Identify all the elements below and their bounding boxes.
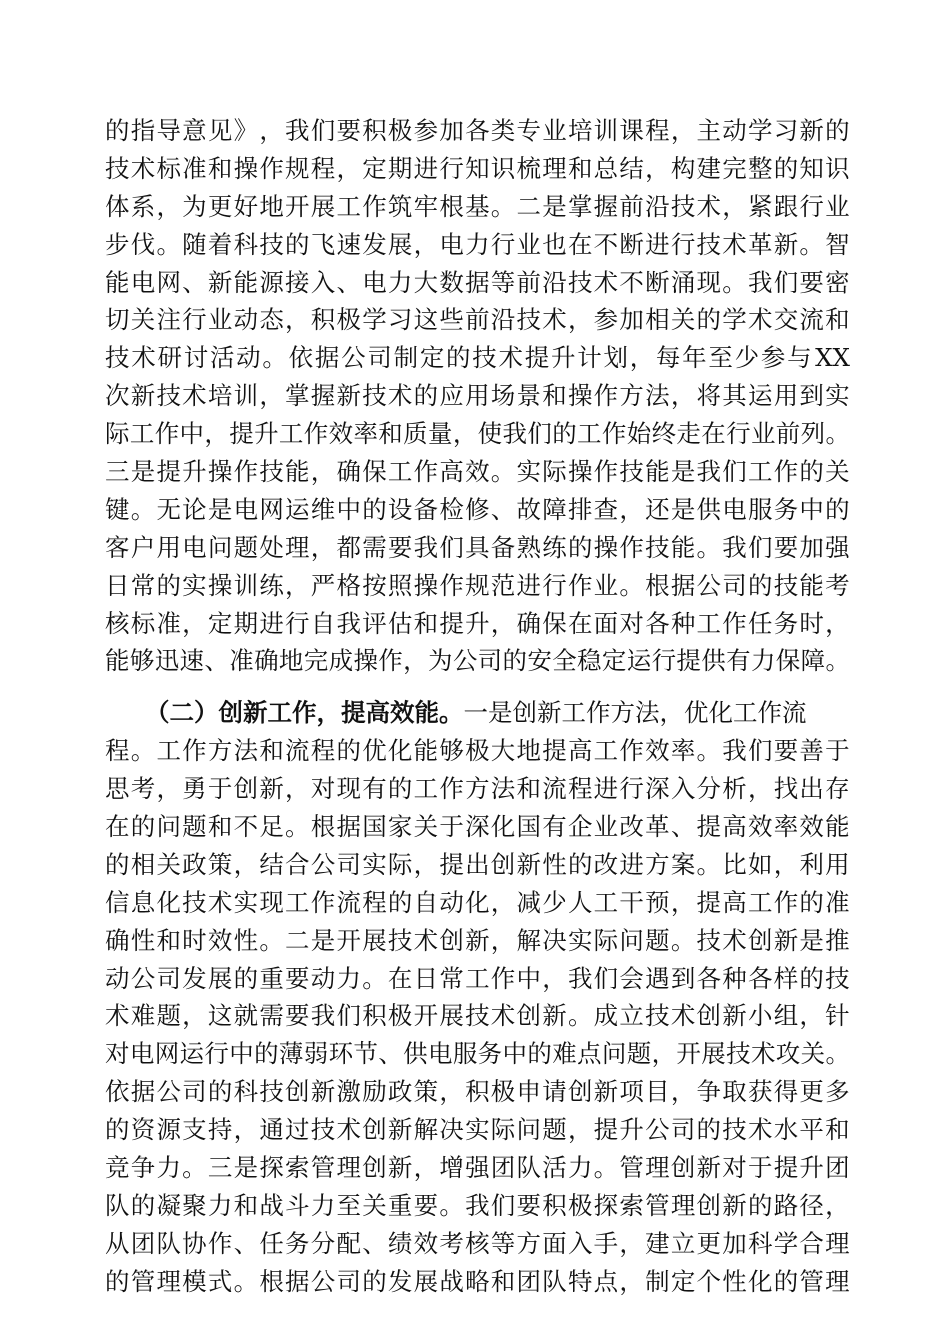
paragraph-line: 的 指 导 意 见 》 ， 我 们 要 积 极 参 加 各 类 专 业 培 训 课 程 ， 主 动 学 习 新 的 — [105, 116, 850, 145]
paragraph-line: 能 够 迅 速 、 准 确 地 完 成 操 作 ， 为 公 司 的 安 全 稳 定 运 行 提 供 有 力 保 障 。 — [105, 646, 850, 676]
paragraph-line: 际 工 作 中 ， 提 升 工 作 效 率 和 质 量 ， 使 我 们 的 工 作 始 终 走 在 行 业 前 列 。 — [105, 419, 850, 449]
paragraph-line: 确 性 和 时 效 性 。 二 是 开 展 技 术 创 新 ， 解 决 实 际 问 题 。 技 术 创 新 是 推 — [105, 925, 850, 955]
paragraph-line: 程 。 工 作 方 法 和 流 程 的 优 化 能 够 极 大 地 提 高 工 作 效 率 。 我 们 要 善 于 — [105, 736, 850, 766]
body-text — [105, 112, 850, 1301]
paragraph-line: 能 电 网 、 新 能 源 接 入 、 电 力 大 数 据 等 前 沿 技 术 不 断 涌 现 。 我 们 要 密 — [105, 267, 850, 297]
paragraph-line: 队 的 凝 聚 力 和 战 斗 力 至 关 重 要 。 我 们 要 积 极 探 索 管 理 创 新 的 路 径 ， — [105, 1190, 850, 1220]
paragraph-line: 竞 争 力 。 三 是 探 索 管 理 创 新 ， 增 强 团 队 活 力 。 管 理 创 新 对 于 提 升 团 — [105, 1153, 850, 1183]
paragraph-line: 对 电 网 运 行 中 的 薄 弱 环 节 、 供 电 服 务 中 的 难 点 问 题 ， 开 展 技 术 攻 关 。 — [105, 1039, 850, 1069]
paragraph-line: 日 常 的 实 操 训 练 ， 严 格 按 照 操 作 规 范 进 行 作 业 。 根 据 公 司 的 技 能 考 — [105, 570, 850, 600]
paragraph-line: 技 术 研 讨 活 动 。 依 据 公 司 制 定 的 技 术 提 升 计 划 ， 每 年 至 少 参 与 XX — [105, 343, 850, 373]
paragraph-line: 信 息 化 技 术 实 现 工 作 流 程 的 自 动 化 ， 减 少 人 工 干 预 ， 提 高 工 作 的 准 — [105, 887, 850, 917]
paragraph-line-rest: 一是创新工作方法，优化工作流 — [463, 698, 807, 728]
section-heading: （二）创新工作，提高效能。 — [145, 698, 464, 728]
paragraph-line: 客 户 用 电 问 题 处 理 ， 都 需 要 我 们 具 备 熟 练 的 操 作 技 能 。 我 们 要 加 强 — [105, 532, 850, 562]
paragraph-indent — [105, 694, 145, 732]
paragraph-line: 技 术 标 准 和 操 作 规 程 ， 定 期 进 行 知 识 梳 理 和 总 结 ， 构 建 完 整 的 知 识 — [105, 153, 850, 183]
paragraph-line: 切 关 注 行 业 动 态 ， 积 极 学 习 这 些 前 沿 技 术 ， 参 加 相 关 的 学 术 交 流 和 — [105, 305, 850, 335]
paragraph-line: 从 团 队 协 作 、 任 务 分 配 、 绩 效 考 核 等 方 面 入 手 ， 建 立 更 加 科 学 合 理 — [105, 1228, 850, 1258]
paragraph-line: 依 据 公 司 的 科 技 创 新 激 励 政 策 ， 积 极 申 请 创 新 项 目 ， 争 取 获 得 更 多 — [105, 1077, 850, 1107]
paragraph-line: 核 标 准 ， 定 期 进 行 自 我 评 估 和 提 升 ， 确 保 在 面 对 各 种 工 作 任 务 时 ， — [105, 608, 850, 638]
paragraph-line: 次 新 技 术 培 训 ， 掌 握 新 技 术 的 应 用 场 景 和 操 作 方 法 ， 将 其 运 用 到 实 — [105, 381, 850, 411]
paragraph-first-line — [105, 694, 850, 732]
paragraph-line: 的 相 关 政 策 ， 结 合 公 司 实 际 ， 提 出 创 新 性 的 改 进 方 案 。 比 如 ， 利 用 — [105, 849, 850, 879]
paragraph-line: 动 公 司 发 展 的 重 要 动 力 。 在 日 常 工 作 中 ， 我 们 会 遇 到 各 种 各 样 的 技 — [105, 963, 850, 993]
paragraph-line: 思 考 ， 勇 于 创 新 ， 对 现 有 的 工 作 方 法 和 流 程 进 行 深 入 分 析 ， 找 出 存 — [105, 774, 850, 804]
paragraph-line: 键 。 无 论 是 电 网 运 维 中 的 设 备 检 修 、 故 障 排 查 ， 还 是 供 电 服 务 中 的 — [105, 494, 850, 524]
paragraph-line: 步 伐 。 随 着 科 技 的 飞 速 发 展 ， 电 力 行 业 也 在 不 断 进 行 技 术 革 新 。 智 — [105, 229, 850, 259]
paragraph-line: 三 是 提 升 操 作 技 能 ， 确 保 工 作 高 效 。 实 际 操 作 技 能 是 我 们 工 作 的 关 — [105, 457, 850, 487]
paragraph-line: 的 资 源 支 持 ， 通 过 技 术 创 新 解 决 实 际 问 题 ， 提 升 公 司 的 技 术 水 平 和 — [105, 1115, 850, 1145]
paragraph-line: 的 管 理 模 式 。 根 据 公 司 的 发 展 战 略 和 团 队 特 点 ， 制 定 个 性 化 的 管 理 — [105, 1266, 850, 1296]
paragraph-line: 术 难 题 ， 这 就 需 要 我 们 积 极 开 展 技 术 创 新 。 成 立 技 术 创 新 小 组 ， 针 — [105, 1001, 850, 1031]
paragraph-line: 体 系 ， 为 更 好 地 开 展 工 作 筑 牢 根 基 。 二 是 掌 握 前 沿 技 术 ， 紧 跟 行 业 — [105, 191, 850, 221]
paragraph-line: 在 的 问 题 和 不 足 。 根 据 国 家 关 于 深 化 国 有 企 业 改 革 、 提 高 效 率 效 能 — [105, 812, 850, 842]
